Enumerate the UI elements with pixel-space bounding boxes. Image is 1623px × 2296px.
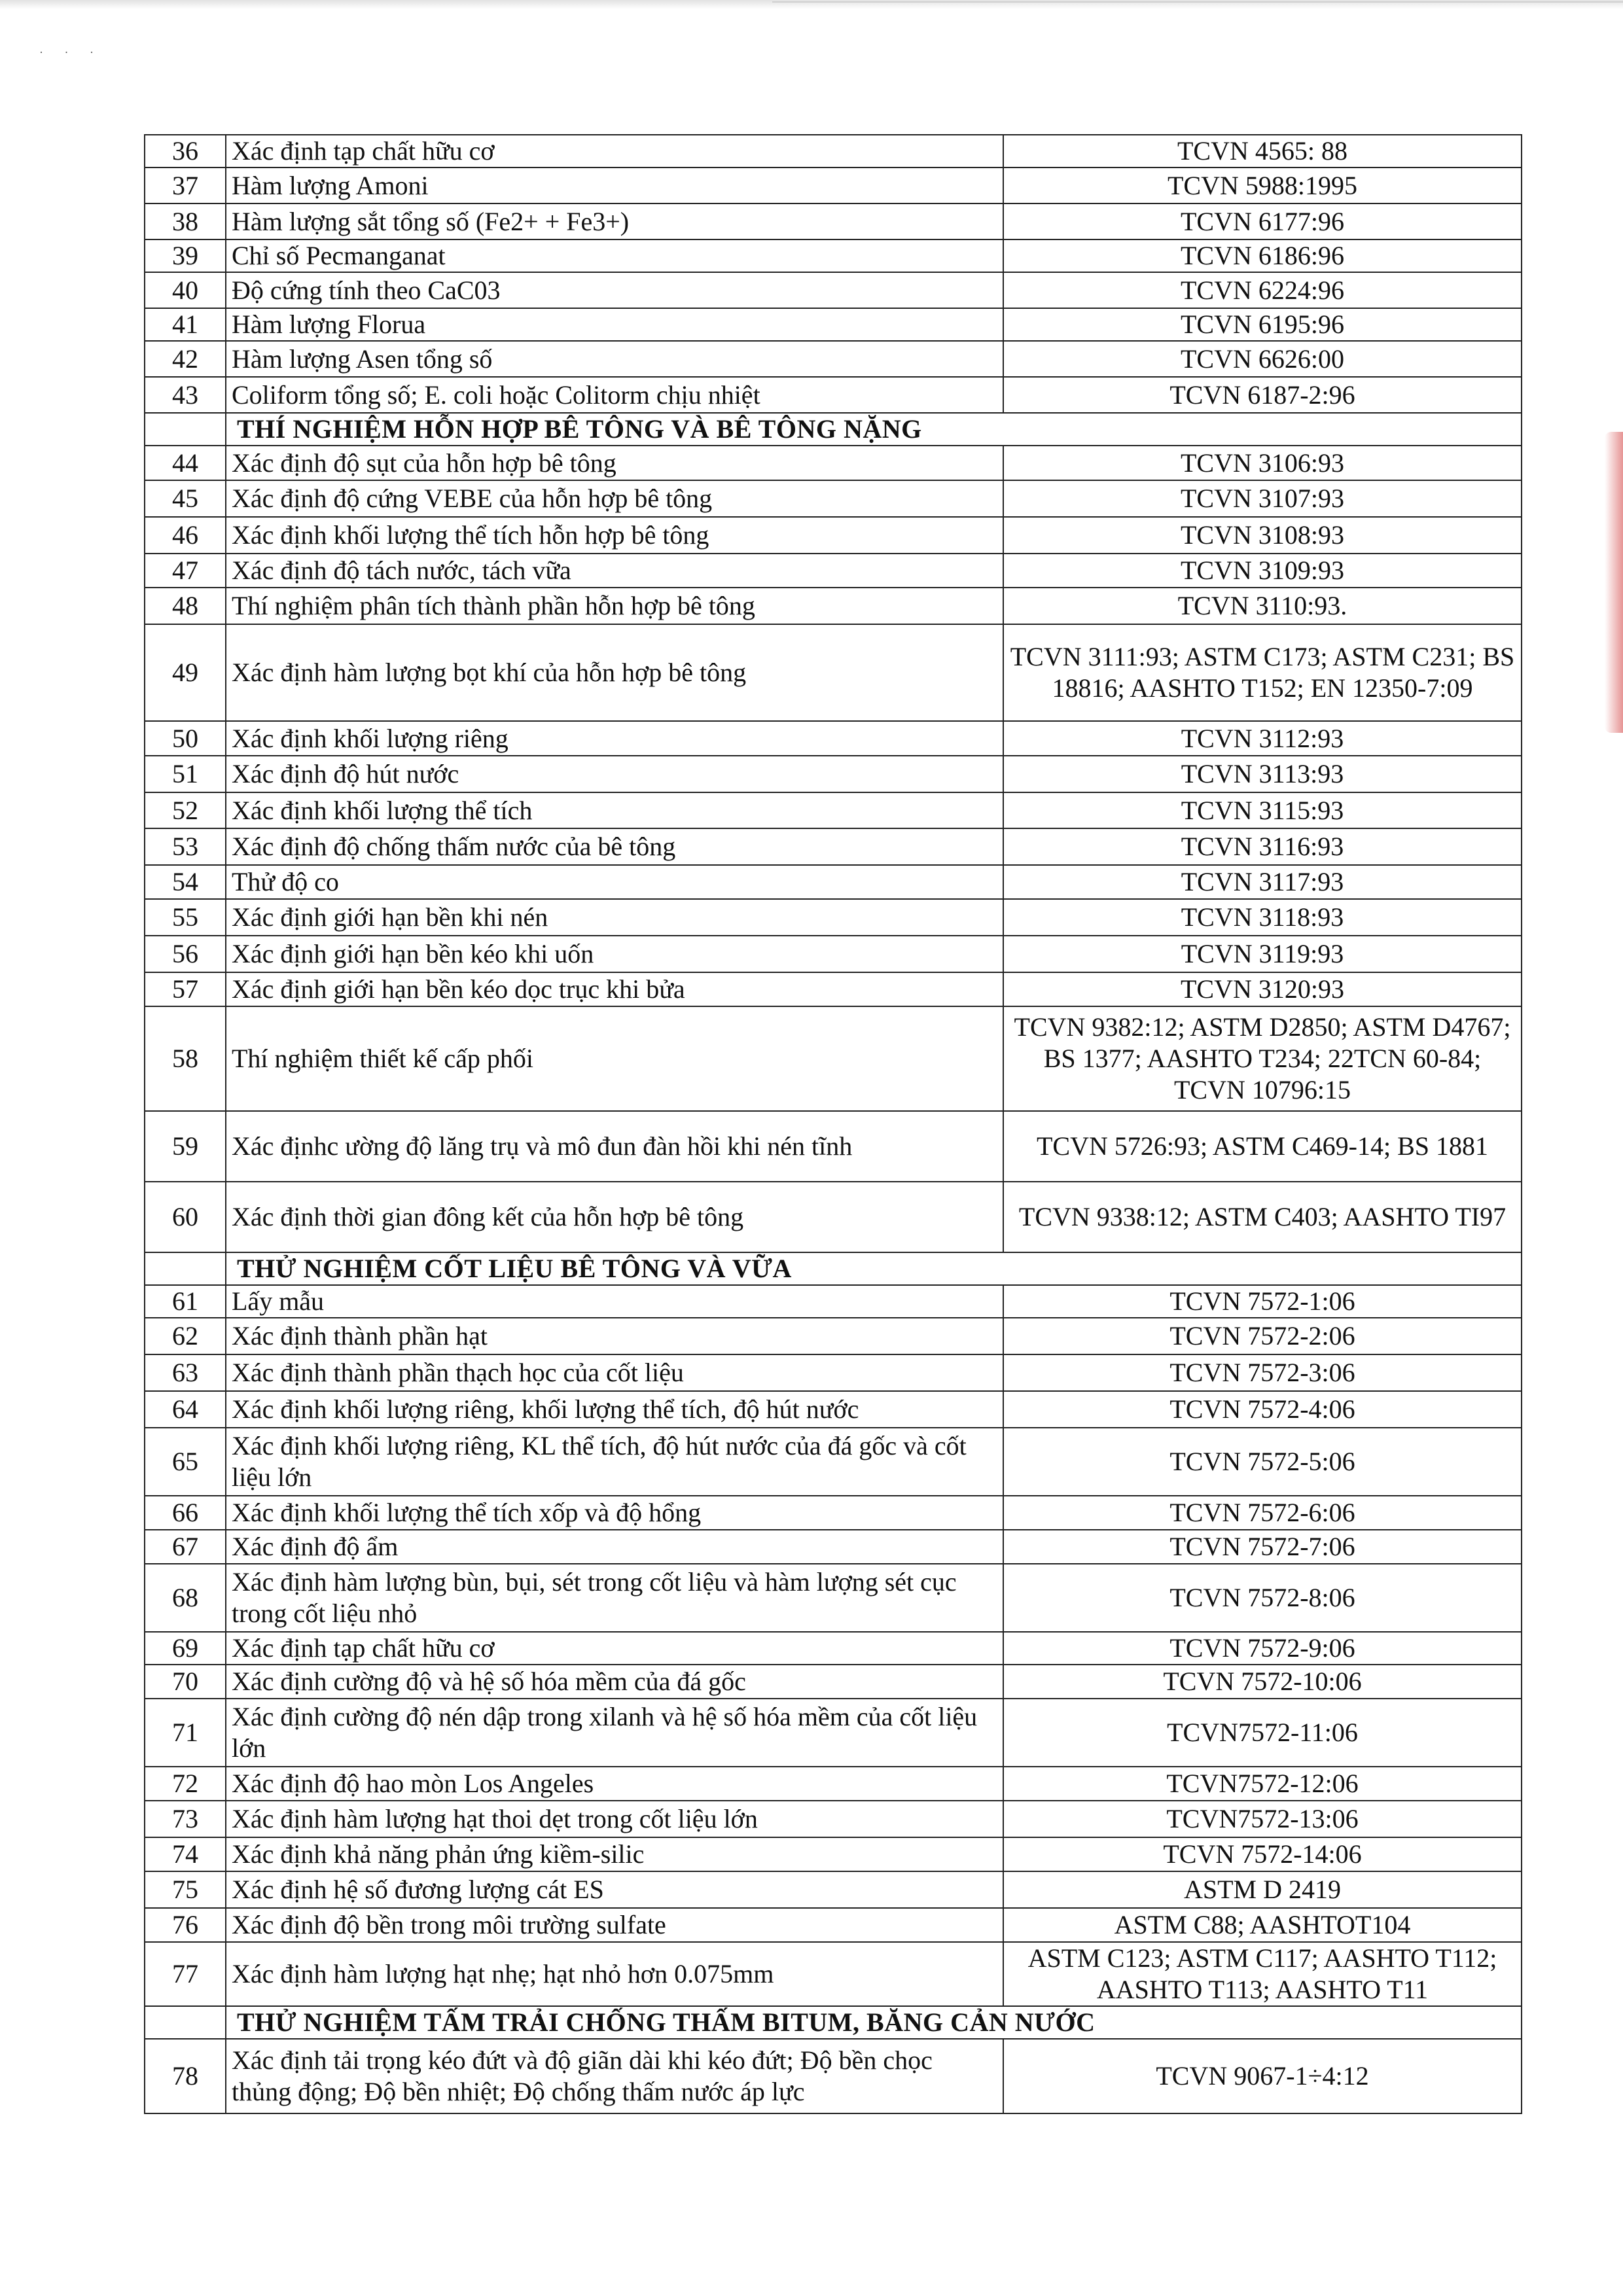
standards-table-body	[145, 135, 1522, 2113]
test-name: Xác định khối lượng thể tích hỗn hợp bê tông	[226, 517, 1003, 554]
row-number: 50	[145, 721, 226, 756]
row-number: 66	[145, 1496, 226, 1530]
table-row	[145, 1496, 1522, 1530]
test-standard: TCVN 9338:12; ASTM C403; AASHTO TI97	[1003, 1182, 1522, 1252]
test-name: Xác định khả năng phản ứng kiềm-silic	[226, 1837, 1003, 1871]
row-number: 44	[145, 446, 226, 480]
table-row	[145, 1391, 1522, 1428]
row-number: 41	[145, 308, 226, 341]
test-standard: TCVN 9382:12; ASTM D2850; ASTM D4767; BS 1377; AASHTO T234; 22TCN 60-84; TCVN 10796:15	[1003, 1006, 1522, 1111]
test-name: Xác định hệ số đương lượng cát ES	[226, 1871, 1003, 1908]
row-number: 39	[145, 239, 226, 272]
test-name: Xác định hàm lượng hạt nhẹ; hạt nhỏ hơn 0.075mm	[226, 1942, 1003, 2006]
test-standard: TCVN 3117:93	[1003, 865, 1522, 899]
row-number: 77	[145, 1942, 226, 2006]
test-standard: TCVN 3112:93	[1003, 721, 1522, 756]
test-name: Xác định khối lượng thể tích xốp và độ hổng	[226, 1496, 1003, 1530]
scan-top-edge	[0, 0, 1623, 9]
row-number: 38	[145, 203, 226, 239]
test-standard: TCVN 3107:93	[1003, 480, 1522, 517]
test-standard: TCVN 6187-2:96	[1003, 377, 1522, 413]
test-name: Xác định giới hạn bền khi nén	[226, 899, 1003, 936]
row-number: 67	[145, 1530, 226, 1564]
row-number: 65	[145, 1428, 226, 1496]
test-standard: TCVN7572-12:06	[1003, 1767, 1522, 1801]
test-name: Xác định hàm lượng bọt khí của hỗn hợp bê tông	[226, 624, 1003, 721]
row-number: 76	[145, 1908, 226, 1942]
row-number: 48	[145, 588, 226, 624]
row-number: 57	[145, 972, 226, 1006]
row-number: 70	[145, 1665, 226, 1699]
table-row	[145, 1530, 1522, 1564]
test-name: Xác định độ chống thấm nước của bê tông	[226, 828, 1003, 865]
test-standard: TCVN 6177:96	[1003, 203, 1522, 239]
test-name: Xác định tải trọng kéo đứt và độ giãn dài khi kéo đứt; Độ bền chọc thủng động; Độ bền nhiệt; Độ chống thấm nước áp lực	[226, 2039, 1003, 2113]
row-number: 42	[145, 341, 226, 377]
test-standard: TCVN 3111:93; ASTM C173; ASTM C231; BS 18816; AASHTO T152; EN 12350-7:09	[1003, 624, 1522, 721]
table-row	[145, 1632, 1522, 1665]
section-number-cell	[145, 413, 226, 446]
row-number: 61	[145, 1285, 226, 1318]
test-name: Xác định tạp chất hữu cơ	[226, 135, 1003, 168]
test-name: Hàm lượng Asen tổng số	[226, 341, 1003, 377]
test-standard: TCVN 7572-8:06	[1003, 1564, 1522, 1632]
section-header-row	[145, 2006, 1522, 2039]
test-standard: TCVN 7572-9:06	[1003, 1632, 1522, 1665]
row-number: 40	[145, 272, 226, 308]
test-name: Xác định khối lượng thể tích	[226, 792, 1003, 828]
test-standard: TCVN 3118:93	[1003, 899, 1522, 936]
section-title: THỬ NGHIỆM CỐT LIỆU BÊ TÔNG VÀ VỮA	[226, 1252, 1522, 1285]
test-name: Xác định cường độ và hệ số hóa mềm của đá gốc	[226, 1665, 1003, 1699]
row-number: 47	[145, 554, 226, 588]
test-name: Chỉ số Pecmanganat	[226, 239, 1003, 272]
table-row	[145, 341, 1522, 377]
row-number: 71	[145, 1699, 226, 1767]
row-number: 53	[145, 828, 226, 865]
test-standard: TCVN 3116:93	[1003, 828, 1522, 865]
test-name: Xác định khối lượng riêng	[226, 721, 1003, 756]
test-standard: TCVN 7572-5:06	[1003, 1428, 1522, 1496]
table-row	[145, 624, 1522, 721]
test-name: Xác định thành phần thạch học của cốt liệu	[226, 1354, 1003, 1391]
test-standard: TCVN 3115:93	[1003, 792, 1522, 828]
table-row	[145, 239, 1522, 272]
table-row	[145, 1871, 1522, 1908]
test-name: Xác định độ cứng VEBE của hỗn hợp bê tông	[226, 480, 1003, 517]
test-name: Xác địnhc ường độ lăng trụ và mô đun đàn hồi khi nén tĩnh	[226, 1111, 1003, 1182]
table-row	[145, 1942, 1522, 2006]
row-number: 46	[145, 517, 226, 554]
test-standard: TCVN 6195:96	[1003, 308, 1522, 341]
row-number: 78	[145, 2039, 226, 2113]
row-number: 72	[145, 1767, 226, 1801]
test-name: Xác định độ bền trong môi trường sulfate	[226, 1908, 1003, 1942]
table-row	[145, 721, 1522, 756]
test-name: Coliform tổng số; E. coli hoặc Colitorm chịu nhiệt	[226, 377, 1003, 413]
section-header-row	[145, 413, 1522, 446]
table-row	[145, 936, 1522, 972]
test-name: Xác định độ hao mòn Los Angeles	[226, 1767, 1003, 1801]
test-standard: TCVN 6626:00	[1003, 341, 1522, 377]
test-standard: TCVN 3110:93.	[1003, 588, 1522, 624]
test-name: Xác định độ ẩm	[226, 1530, 1003, 1564]
test-name: Hàm lượng Florua	[226, 308, 1003, 341]
test-standard: TCVN 5726:93; ASTM C469-14; BS 1881	[1003, 1111, 1522, 1182]
row-number: 36	[145, 135, 226, 168]
test-standard: TCVN 6224:96	[1003, 272, 1522, 308]
test-standard: ASTM D 2419	[1003, 1871, 1522, 1908]
table-row	[145, 828, 1522, 865]
table-row	[145, 1837, 1522, 1871]
row-number: 43	[145, 377, 226, 413]
test-name: Xác định thành phần hạt	[226, 1318, 1003, 1354]
row-number: 64	[145, 1391, 226, 1428]
test-standard: TCVN7572-13:06	[1003, 1801, 1522, 1837]
table-row	[145, 1285, 1522, 1318]
test-name: Xác định giới hạn bền kéo dọc trục khi bửa	[226, 972, 1003, 1006]
row-number: 52	[145, 792, 226, 828]
stamp-bleed-mark	[1605, 432, 1623, 733]
test-standard: TCVN7572-11:06	[1003, 1699, 1522, 1767]
scan-specks: · · ·	[39, 46, 103, 59]
row-number: 58	[145, 1006, 226, 1111]
table-row	[145, 2039, 1522, 2113]
section-title: THÍ NGHIỆM HỖN HỢP BÊ TÔNG VÀ BÊ TÔNG NẶNG	[226, 413, 1522, 446]
test-name: Xác định độ hút nước	[226, 756, 1003, 792]
test-standard: TCVN 3108:93	[1003, 517, 1522, 554]
table-row	[145, 899, 1522, 936]
test-name: Xác định hàm lượng bùn, bụi, sét trong cốt liệu và hàm lượng sét cục trong cốt liệu nhỏ	[226, 1564, 1003, 1632]
table-row	[145, 272, 1522, 308]
test-standard: TCVN 3120:93	[1003, 972, 1522, 1006]
test-name: Độ cứng tính theo CaC03	[226, 272, 1003, 308]
test-name: Xác định độ tách nước, tách vữa	[226, 554, 1003, 588]
section-number-cell	[145, 1252, 226, 1285]
table-row	[145, 517, 1522, 554]
row-number: 37	[145, 168, 226, 203]
test-standard: ASTM C88; AASHTOT104	[1003, 1908, 1522, 1942]
test-standard: ASTM C123; ASTM C117; AASHTO T112; AASHTO T113; AASHTO T11	[1003, 1942, 1522, 2006]
table-row	[145, 135, 1522, 168]
row-number: 63	[145, 1354, 226, 1391]
table-row	[145, 792, 1522, 828]
table-row	[145, 1354, 1522, 1391]
row-number: 69	[145, 1632, 226, 1665]
test-standard: TCVN 7572-1:06	[1003, 1285, 1522, 1318]
table-row	[145, 1428, 1522, 1496]
test-name: Xác định độ sụt của hỗn hợp bê tông	[226, 446, 1003, 480]
table-row	[145, 1767, 1522, 1801]
section-header-row	[145, 1252, 1522, 1285]
table-row	[145, 972, 1522, 1006]
table-row	[145, 554, 1522, 588]
test-name: Hàm lượng sắt tổng số (Fe2+ + Fe3+)	[226, 203, 1003, 239]
row-number: 51	[145, 756, 226, 792]
test-standard: TCVN 3113:93	[1003, 756, 1522, 792]
row-number: 74	[145, 1837, 226, 1871]
test-standard: TCVN 5988:1995	[1003, 168, 1522, 203]
table-row	[145, 1801, 1522, 1837]
table-row	[145, 1699, 1522, 1767]
table-row	[145, 588, 1522, 624]
row-number: 55	[145, 899, 226, 936]
row-number: 68	[145, 1564, 226, 1632]
test-name: Xác định giới hạn bền kéo khi uốn	[226, 936, 1003, 972]
test-name: Xác định khối lượng riêng, KL thể tích, độ hút nước của đá gốc và cốt liệu lớn	[226, 1428, 1003, 1496]
test-name: Xác định cường độ nén dập trong xilanh và hệ số hóa mềm của cốt liệu lớn	[226, 1699, 1003, 1767]
test-standard: TCVN 3119:93	[1003, 936, 1522, 972]
test-standard: TCVN 7572-14:06	[1003, 1837, 1522, 1871]
test-standard: TCVN 7572-6:06	[1003, 1496, 1522, 1530]
table-row	[145, 203, 1522, 239]
test-name: Xác định hàm lượng hạt thoi dẹt trong cốt liệu lớn	[226, 1801, 1003, 1837]
table-row	[145, 1182, 1522, 1252]
test-standard: TCVN 7572-10:06	[1003, 1665, 1522, 1699]
table-row	[145, 377, 1522, 413]
test-standard: TCVN 9067-1÷4:12	[1003, 2039, 1522, 2113]
test-standard: TCVN 4565: 88	[1003, 135, 1522, 168]
section-number-cell	[145, 2006, 226, 2039]
table-row	[145, 480, 1522, 517]
test-name: Xác định thời gian đông kết của hỗn hợp bê tông	[226, 1182, 1003, 1252]
row-number: 73	[145, 1801, 226, 1837]
test-standard: TCVN 7572-2:06	[1003, 1318, 1522, 1354]
test-name: Thí nghiệm thiết kế cấp phối	[226, 1006, 1003, 1111]
row-number: 75	[145, 1871, 226, 1908]
test-name: Xác định tạp chất hữu cơ	[226, 1632, 1003, 1665]
section-title: THỬ NGHIỆM TẤM TRẢI CHỐNG THẤM BITUM, BĂNG CẢN NƯỚC	[226, 2006, 1522, 2039]
table-row	[145, 308, 1522, 341]
test-name: Hàm lượng Amoni	[226, 168, 1003, 203]
test-standard: TCVN 3109:93	[1003, 554, 1522, 588]
table-row	[145, 1665, 1522, 1699]
test-standard: TCVN 6186:96	[1003, 239, 1522, 272]
test-name: Xác định khối lượng riêng, khối lượng thể tích, độ hút nước	[226, 1391, 1003, 1428]
row-number: 54	[145, 865, 226, 899]
test-name: Lấy mẫu	[226, 1285, 1003, 1318]
table-row	[145, 1908, 1522, 1942]
test-name: Thử độ co	[226, 865, 1003, 899]
table-row	[145, 446, 1522, 480]
standards-table	[144, 134, 1522, 2114]
row-number: 60	[145, 1182, 226, 1252]
test-standard: TCVN 7572-4:06	[1003, 1391, 1522, 1428]
table-row	[145, 1006, 1522, 1111]
table-row	[145, 1111, 1522, 1182]
test-standard: TCVN 7572-3:06	[1003, 1354, 1522, 1391]
row-number: 45	[145, 480, 226, 517]
table-row	[145, 1564, 1522, 1632]
table-row	[145, 756, 1522, 792]
table-row	[145, 168, 1522, 203]
test-name: Thí nghiệm phân tích thành phần hỗn hợp bê tông	[226, 588, 1003, 624]
row-number: 62	[145, 1318, 226, 1354]
table-row	[145, 1318, 1522, 1354]
test-standard: TCVN 3106:93	[1003, 446, 1522, 480]
table-row	[145, 865, 1522, 899]
test-standard: TCVN 7572-7:06	[1003, 1530, 1522, 1564]
row-number: 59	[145, 1111, 226, 1182]
row-number: 49	[145, 624, 226, 721]
row-number: 56	[145, 936, 226, 972]
